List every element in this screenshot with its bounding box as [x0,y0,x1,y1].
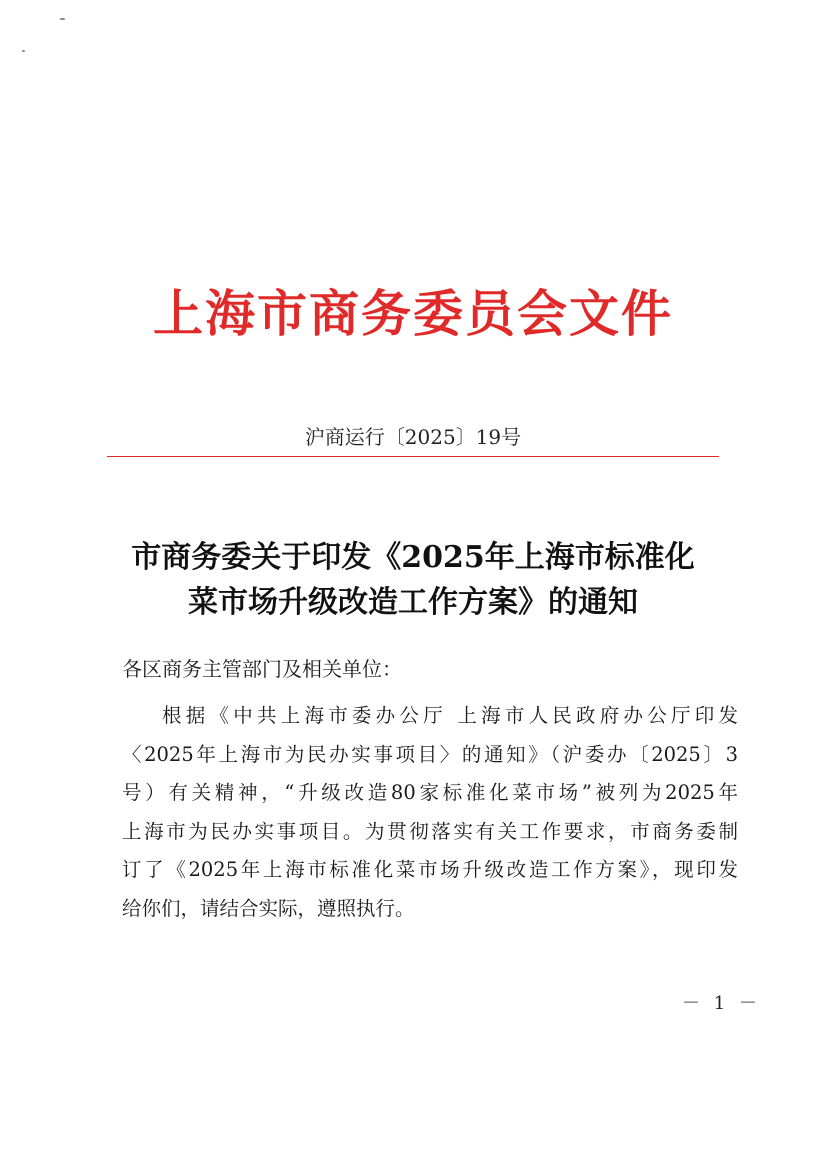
body-line: 订了《2025年上海市标准化菜市场升级改造工作方案》，现印发 [122,858,738,881]
body-line: 号）有关精神，“升级改造80家标准化菜市场”被列为2025年 [122,781,738,804]
red-separator-line [107,456,719,457]
notice-title [0,535,826,625]
salutation: 各区商务主管部门及相关单位： [122,657,402,681]
body-line: 根据《中共上海市委办公厅 上海市人民政府办公厅印发 [162,704,738,727]
body-line: 给你们，请结合实际，遵照执行。 [122,896,415,920]
notice-title-line-2: 菜市场升级改造工作方案》的通知 [188,585,638,620]
body-line: 〈2025年上海市为民办实事项目〉的通知》（沪委办〔2025〕3 [122,742,738,766]
document-number: 沪商运行〔2025〕19号 [304,425,522,449]
page-number: － 1 － [682,993,761,1014]
body-paragraph [122,697,738,928]
scan-speck [22,50,25,52]
issuer-header-title: 上海市商务委员会文件 [153,284,673,343]
body-line: 上海市为民办实事项目。为贯彻落实有关工作要求，市商务委制 [122,819,738,843]
scan-speck [60,18,65,20]
notice-title-line-1: 市商务委关于印发《2025年上海市标准化 [131,540,695,575]
